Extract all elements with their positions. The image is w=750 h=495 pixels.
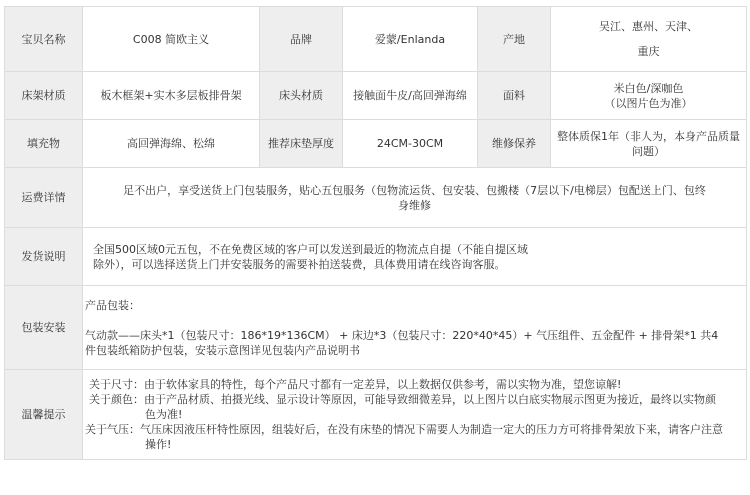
note-size: 关于尺寸：由于软体家具的特性，每个产品尺寸都有一定差异，以上数据仅供参考，需以实物为准，望您谅解! bbox=[89, 378, 622, 391]
row-notes bbox=[5, 370, 747, 460]
row-packaging bbox=[5, 286, 747, 370]
row-shipping-fee bbox=[5, 168, 747, 228]
origin-line-2: 重庆 bbox=[637, 45, 660, 58]
note-color-line-2: 色为准! bbox=[145, 408, 183, 421]
label-warranty: 维修保养 bbox=[478, 120, 551, 168]
spec-table bbox=[4, 6, 747, 460]
label-frame-material: 床架材质 bbox=[5, 72, 83, 120]
value-shipping-fee bbox=[83, 168, 747, 228]
label-shipping-fee: 运费详情 bbox=[5, 168, 83, 228]
packaging-line-2: 气动款——床头*1（包装尺寸：186*19*136CM） + 床边*3（包装尺寸：220*40*45）+ 气压组件、五金配件 + 排骨架*1 共4 bbox=[85, 328, 719, 342]
label-fabric: 面料 bbox=[478, 72, 551, 120]
value-product-name: C008 简欧主义 bbox=[83, 7, 260, 72]
value-mattress-thickness: 24CM-30CM bbox=[343, 120, 478, 168]
label-packaging: 包装安装 bbox=[5, 286, 83, 370]
value-fabric bbox=[551, 72, 747, 120]
label-mattress-thickness: 推荐床垫厚度 bbox=[260, 120, 343, 168]
packaging-line-3: 件包装纸箱防护包装，安装示意图详见包装内产品说明书 bbox=[85, 343, 360, 357]
row-materials bbox=[5, 72, 747, 120]
shipping-fee-line-2: 身维修 bbox=[398, 198, 431, 212]
warranty-line-1: 整体质保1年（非人为，本身产品质量 bbox=[557, 129, 740, 143]
value-packaging bbox=[83, 286, 747, 370]
value-brand: 爱蒙/Enlanda bbox=[343, 7, 478, 72]
value-warranty bbox=[551, 120, 747, 168]
label-product-name: 宝贝名称 bbox=[5, 7, 83, 72]
note-gas-line-1: 关于气压：气压床因液压杆特性原因，组装好后，在没有床垫的情况下需要人为制造一定大的压力方可将排骨架放下来，请客户注意 bbox=[85, 423, 723, 436]
note-gas-line-2: 操作! bbox=[145, 438, 172, 451]
value-frame-material: 板木框架+实木多层板排骨架 bbox=[83, 72, 260, 120]
label-brand: 品牌 bbox=[260, 7, 343, 72]
fabric-line-2: （以图片色为准） bbox=[604, 96, 693, 110]
warranty-line-2: 问题） bbox=[632, 144, 665, 158]
fabric-line-1: 米白色/深咖色 bbox=[613, 81, 684, 95]
value-notes bbox=[83, 370, 747, 460]
label-notes: 温馨提示 bbox=[5, 370, 83, 460]
label-filling: 填充物 bbox=[5, 120, 83, 168]
delivery-line-2: 除外），可以选择送货上门并安装服务的需要补拍送装费，具体费用请在线咨询客服。 bbox=[93, 257, 506, 271]
label-delivery-info: 发货说明 bbox=[5, 228, 83, 286]
value-filling: 高回弹海绵、松绵 bbox=[83, 120, 260, 168]
label-origin: 产地 bbox=[478, 7, 551, 72]
packaging-line-1: 产品包装： bbox=[85, 298, 140, 312]
row-delivery-info bbox=[5, 228, 747, 286]
origin-line-1: 吴江、惠州、天津、 bbox=[599, 20, 698, 33]
note-color-line-1: 关于颜色：由于产品材质、拍摄光线、显示设计等原因，可能导致细微差异，以上图片以白底实物展示图更为接近，最终以实物颜 bbox=[89, 393, 716, 406]
row-filling bbox=[5, 120, 747, 168]
value-origin bbox=[551, 7, 747, 72]
delivery-line-1: 全国500区域0元五包，不在免费区域的客户可以发送到最近的物流点自提（不能自提区域 bbox=[93, 242, 528, 256]
label-headboard-material: 床头材质 bbox=[260, 72, 343, 120]
value-delivery-info bbox=[83, 228, 747, 286]
shipping-fee-line-1: 足不出户，享受送货上门包装服务，贴心五包服务（包物流运货、包安装、包搬楼（7层以下/电梯层）包配送上门、包终 bbox=[123, 183, 706, 197]
row-product-info bbox=[5, 7, 747, 72]
value-headboard-material: 接触面牛皮/高回弹海绵 bbox=[343, 72, 478, 120]
